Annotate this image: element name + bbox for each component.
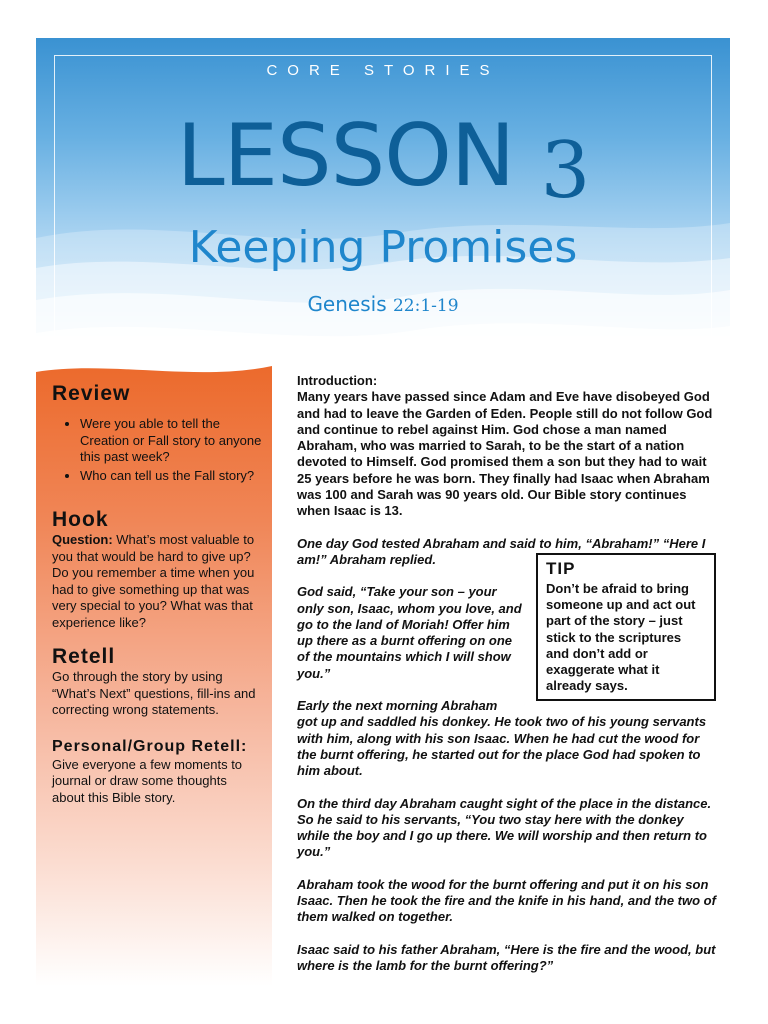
- tip-box: [536, 553, 716, 701]
- hook-heading: Hook: [52, 508, 109, 531]
- personal-retell-heading: Personal/Group Retell:: [52, 737, 248, 755]
- sidebar-content: [52, 382, 262, 806]
- story-paragraph: One day God tested Abraham and said to him, “Abraham!” “Here I am!” Abraham replied.: [297, 535, 706, 567]
- reference-book: Genesis: [307, 292, 387, 316]
- lesson-title: [36, 106, 730, 216]
- intro-text: Many years have passed since Adam and Eve have disobeyed God and had to leave the Garden of Eden. People still do not follow God and continue to rebel against Him. God chose a man named Abraham, who was married to Sarah, to be the start of a nation devoted to Himself. God promised them a son but they had to wait 25 years before he was born. They finally had Isaac when Abraham was 100 and Sarah was 90 years old. Our Bible story continues when Isaac is 13.: [297, 389, 713, 519]
- retell-text: Go through the story by using “What’s Next” questions, fill-ins and correcting wrong statements.: [52, 669, 256, 717]
- hook-question: [52, 532, 262, 631]
- story-paragraph: God said, “Take your son – your only son, Isaac, whom you love, and go to the land of Moriah! Offer him up there as a burnt offering on one of the mountains which I will show you.”: [297, 584, 522, 681]
- story-paragraph: Isaac said to his father Abraham, “Here is the fire and the wood, but where is the lamb for the burnt offering?”: [297, 941, 716, 973]
- lesson-number: 3: [540, 126, 590, 216]
- story-paragraph: Abraham took the wood for the burnt offering and put it on his son Isaac. Then he took the fire and the knife in his hand, and the two of them walked on together.: [297, 876, 716, 925]
- tip-text: Don’t be afraid to bring someone up and act out part of the story – just stick to the scriptures and don’t add or exaggerate what it already says.: [546, 581, 696, 694]
- retell-heading: Retell: [52, 645, 116, 668]
- review-heading: Review: [52, 382, 131, 405]
- hook-question-label: Question:: [52, 532, 113, 547]
- reference-verses: 22:1-19: [392, 296, 459, 316]
- story-paragraph: On the third day Abraham caught sight of the place in the distance. So he said to his servants, “You two stay here with the donkey while the boy and I go up there. We will worship and then return to you.”: [297, 795, 712, 860]
- story-paragraph: Early the next morning Abraham: [297, 698, 498, 714]
- tip-heading: TIP: [546, 559, 576, 578]
- story-paragraph: got up and saddled his donkey. He took two of his young servants with him, along with his son Isaac. When he had cut the wood for the burnt offering, he started out for the place God had spoken to him about.: [297, 714, 707, 779]
- review-item: • Were you able to tell the Creation or Fall story to anyone this past week?: [80, 416, 262, 466]
- scripture-reference: [36, 292, 730, 316]
- personal-retell-text: Give everyone a few moments to journal or draw some thoughts about this Bible story.: [52, 756, 243, 805]
- header-banner: [36, 38, 730, 368]
- lesson-subtitle: Keeping Promises: [188, 222, 578, 273]
- review-list: [52, 416, 262, 484]
- lesson-word: LESSON: [176, 106, 515, 206]
- intro-label: Introduction:: [297, 373, 378, 388]
- kicker-text: CORE STORIES: [266, 62, 500, 79]
- hook-question-text: What’s most valuable to you that would be hard to give up? Do you remember a time when you had to give something up that was very special to you? What was that experience like?: [52, 532, 255, 630]
- sidebar-panel: [36, 366, 272, 986]
- review-item: • Who can tell us the Fall story?: [80, 468, 262, 485]
